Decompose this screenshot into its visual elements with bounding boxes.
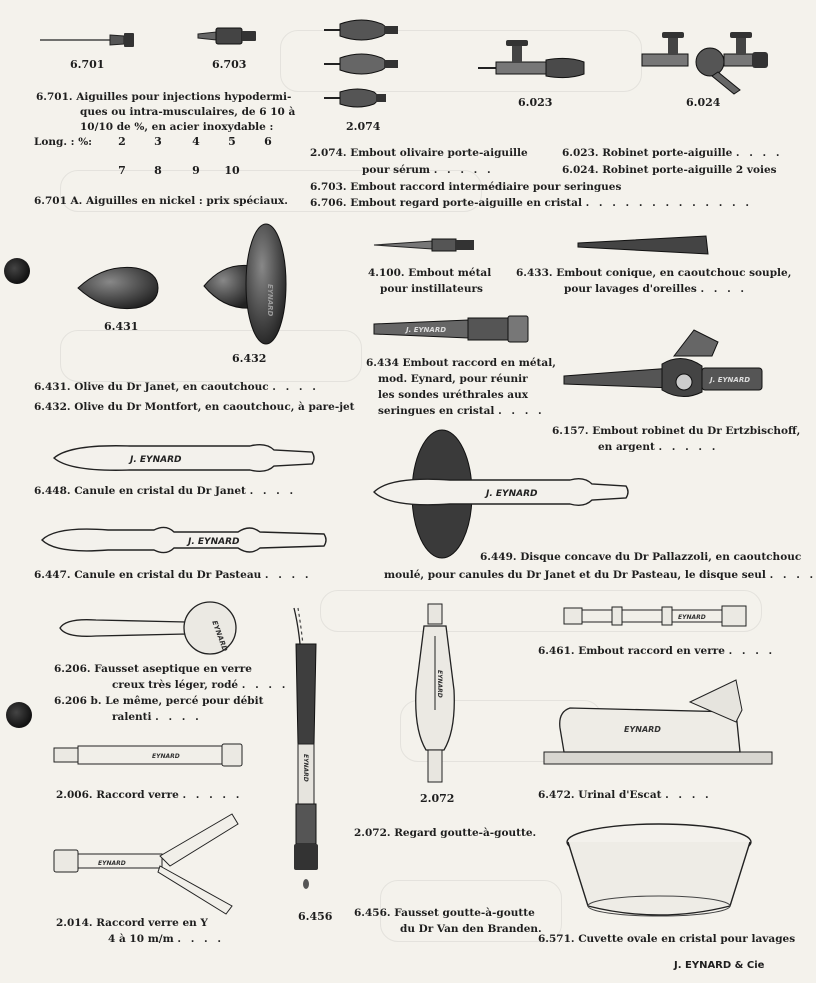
needle-6701-illustration — [38, 28, 138, 52]
urinal-6472-illustration — [540, 672, 776, 772]
desc-6206b-line2: ralenti . . . . — [112, 711, 202, 723]
length-value: 4 — [192, 135, 200, 148]
y-connector-2014-illustration — [52, 808, 246, 914]
brand-stamp: EYNARD — [266, 284, 274, 317]
desc-6449-line1: 6.449. Disque concave du Dr Pallazzoli, en caoutchouc — [480, 551, 802, 563]
figure-number-6456: 6.456 — [298, 910, 333, 923]
disc-6449-illustration — [370, 426, 632, 562]
desc-6706: 6.706. Embout regard porte-aiguille en cristal . . . . . . . . . . . . . — [310, 197, 752, 209]
valve-tip-6157-illustration — [562, 326, 768, 410]
desc-6433-line2: pour lavages d'oreilles . . . . — [564, 283, 748, 295]
figure-number-6432: 6.432 — [232, 352, 267, 365]
dot-leader: . . . . . . . . . . . . . — [585, 197, 752, 209]
conical-tip-6433-illustration — [576, 234, 716, 256]
olive-6431-illustration — [74, 260, 164, 314]
desc-6206b-line1: 6.206 b. Le même, percé pour débit — [54, 695, 264, 707]
length-value: 2 — [118, 135, 126, 148]
desc-6571: 6.571. Cuvette ovale en cristal pour lavages — [538, 933, 796, 945]
dot-leader: . . . . — [769, 569, 816, 581]
desc-6433-line1: 6.433. Embout conique, en caoutchouc souple, — [516, 267, 792, 279]
desc-2014-line1: 2.014. Raccord verre en Y — [56, 917, 208, 929]
brand-stamp: EYNARD — [98, 860, 126, 867]
desc-2014-line2: 4 à 10 m/m . . . . — [108, 933, 224, 945]
figure-number-2074: 2.074 — [346, 120, 381, 133]
desc-2074-line1: 2.074. Embout olivaire porte-aiguille — [310, 147, 528, 159]
brand-stamp: J. EYNARD — [486, 489, 538, 499]
desc-6432: 6.432. Olive du Dr Montfort, en caoutchouc, à pare-jet — [34, 401, 355, 413]
dot-leader: . . . . — [728, 645, 776, 657]
length-value: 3 — [154, 135, 162, 148]
dot-leader: . . . . . — [433, 164, 494, 176]
desc-6703: 6.703. Embout raccord intermédiaire pour seringues — [310, 181, 622, 193]
desc-6434-line3: les sondes uréthrales aux — [378, 389, 528, 401]
length-label: Long. : %: — [34, 136, 93, 148]
figure-number-6023: 6.023 — [518, 96, 553, 109]
metal-coupler-6434-illustration — [372, 314, 532, 344]
dot-leader: . . . . . — [182, 789, 243, 801]
desc-6461: 6.461. Embout raccord en verre . . . . — [538, 645, 776, 657]
brand-stamp: EYNARD — [624, 725, 661, 734]
desc-4100-line2: pour instillateurs — [380, 283, 483, 295]
desc-6434-line1: 6.434 Embout raccord en métal, — [366, 357, 556, 369]
dot-leader: . . . . — [249, 485, 297, 497]
binder-hole-bottom — [6, 702, 32, 728]
brand-stamp: J. EYNARD — [188, 537, 240, 547]
dot-leader: . . . . — [272, 381, 319, 393]
brand-stamp: EYNARD — [678, 614, 706, 621]
glass-coupler-6461-illustration — [562, 602, 750, 630]
drip-chamber-2072-illustration — [410, 600, 460, 786]
desc-6701-line1: 6.701. Aiguilles pour injections hypodermi- — [36, 91, 292, 103]
brand-stamp: J. EYNARD — [710, 376, 751, 384]
valve-6023-illustration — [476, 38, 588, 88]
length-value: 9 — [192, 164, 200, 177]
desc-6447: 6.447. Canule en cristal du Dr Pasteau . . . . — [34, 569, 312, 581]
dot-leader: . . . . — [735, 147, 783, 159]
length-value: 8 — [154, 164, 162, 177]
dot-leader: . . . . — [177, 933, 224, 945]
desc-2074-line2: pour sérum . . . . . — [362, 164, 494, 176]
desc-6472: 6.472. Urinal d'Escat . . . . — [538, 789, 712, 801]
desc-6448: 6.448. Canule en cristal du Dr Janet . . . . — [34, 485, 297, 497]
brand-stamp: EYNARD — [302, 754, 309, 782]
length-value: 5 — [228, 135, 236, 148]
brand-stamp: J. EYNARD — [130, 455, 182, 465]
olive-holders-2074-illustration — [322, 14, 412, 114]
olive-6432-illustration — [200, 222, 300, 348]
dot-leader: . . . . — [264, 569, 312, 581]
dot-leader: . . . . — [155, 711, 202, 723]
desc-6206-line1: 6.206. Fausset aseptique en verre — [54, 663, 252, 675]
desc-6701-line2: ques ou intra-musculaires, de 6 10 à — [80, 106, 296, 118]
desc-6206-line2: creux très léger, rodé . . . . — [112, 679, 289, 691]
canule-6448-illustration — [50, 438, 318, 478]
brand-stamp: J. EYNARD — [406, 326, 447, 334]
desc-6456-line2: du Dr Van den Branden. — [400, 923, 542, 935]
dot-leader: . . . . — [498, 405, 545, 417]
desc-6456-line1: 6.456. Fausset goutte-à-goutte — [354, 907, 535, 919]
figure-number-2072: 2.072 — [420, 792, 455, 805]
desc-6157-line1: 6.157. Embout robinet du Dr Ertzbischoff, — [552, 425, 801, 437]
desc-6434-line2: mod. Eynard, pour réunir — [378, 373, 528, 385]
desc-6157-line2: en argent . . . . . — [598, 441, 719, 453]
dot-leader: . . . . . — [658, 441, 719, 453]
desc-6024: 6.024. Robinet porte-aiguille 2 voies — [562, 164, 777, 176]
desc-6434-line4: seringues en cristal . . . . — [378, 405, 545, 417]
dot-leader: . . . . — [241, 679, 289, 691]
desc-6701a: 6.701 A. Aiguilles en nickel : prix spéciaux. — [34, 195, 288, 207]
basin-6571-illustration — [562, 820, 756, 920]
desc-2006: 2.006. Raccord verre . . . . . — [56, 789, 243, 801]
desc-6431: 6.431. Olive du Dr Janet, en caoutchouc . . . . — [34, 381, 319, 393]
brand-stamp: EYNARD — [152, 753, 180, 760]
desc-6701-line3: 10/10 de %, en acier inoxydable : — [80, 121, 274, 133]
length-value: 7 — [118, 164, 126, 177]
metal-tip-4100-illustration — [372, 236, 476, 254]
figure-number-6024: 6.024 — [686, 96, 721, 109]
dot-leader: . . . . — [665, 789, 712, 801]
figure-number-6431: 6.431 — [104, 320, 139, 333]
brand-stamp: EYNARD — [210, 619, 229, 653]
desc-6449-line2: moulé, pour canules du Dr Janet et du Dr Pasteau, le disque seul . . . . — [384, 569, 816, 581]
desc-4100-line1: 4.100. Embout métal — [368, 267, 492, 279]
dropper-6456-illustration — [282, 604, 338, 904]
connector-6703-illustration — [196, 24, 260, 48]
length-value: 6 — [264, 135, 272, 148]
glass-coupler-2006-illustration — [52, 740, 246, 770]
binder-hole-top — [4, 258, 30, 284]
valve-6024-illustration — [640, 28, 772, 94]
length-value: 10 — [224, 164, 240, 177]
canule-6447-illustration — [38, 520, 330, 560]
desc-2072: 2.072. Regard goutte-à-goutte. — [354, 827, 537, 839]
fausset-6206-illustration — [56, 600, 242, 656]
desc-6023: 6.023. Robinet porte-aiguille . . . . — [562, 147, 783, 159]
dot-leader: . . . . — [700, 283, 748, 295]
figure-number-6703: 6.703 — [212, 58, 247, 71]
footer-brand: J. EYNARD & Cie — [674, 960, 765, 971]
figure-number-6701: 6.701 — [70, 58, 105, 71]
brand-stamp: EYNARD — [436, 670, 443, 698]
